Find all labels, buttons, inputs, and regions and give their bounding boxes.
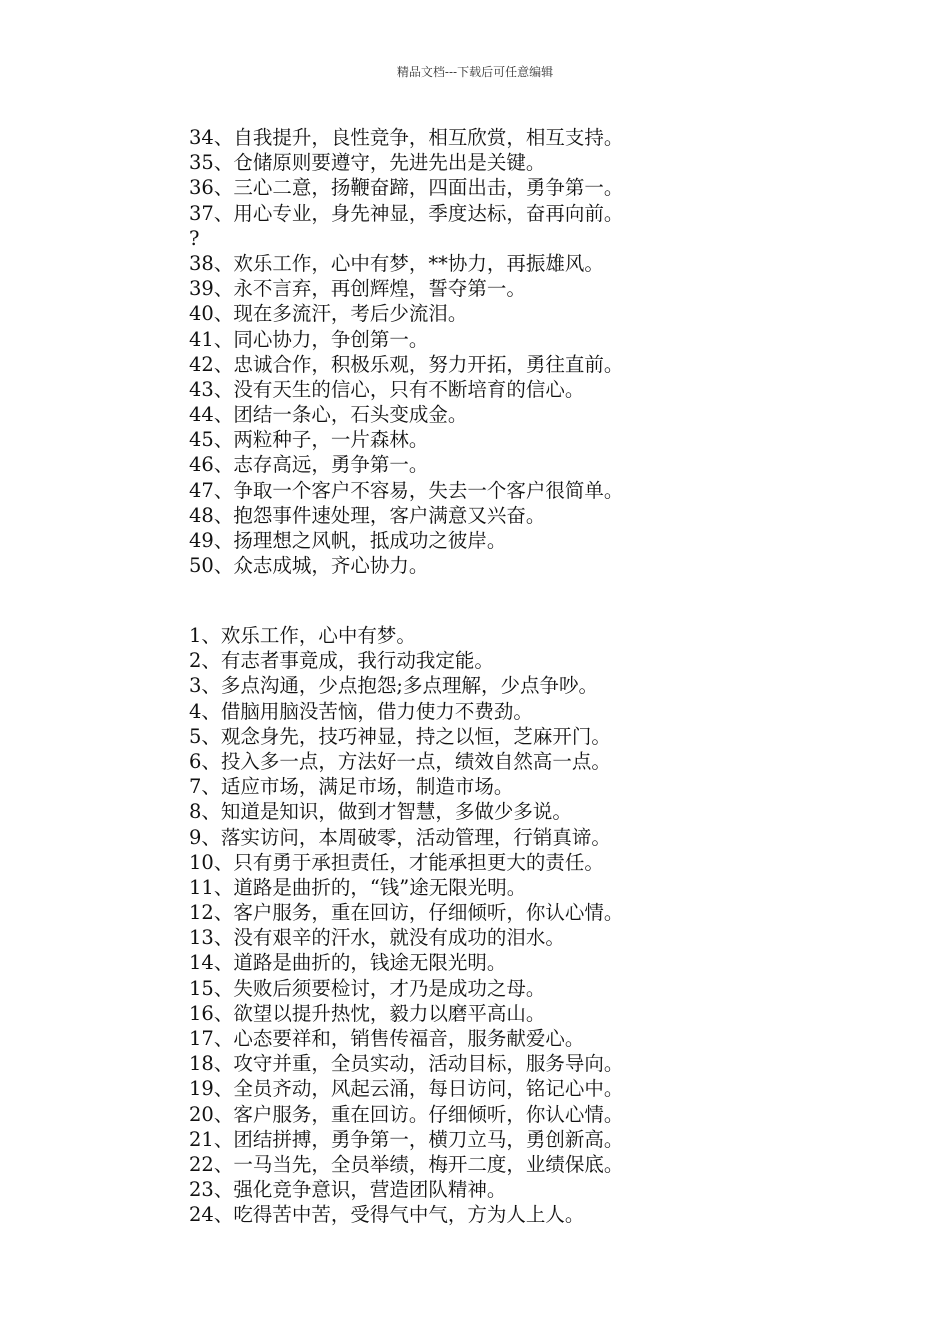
list-item: 22、一马当先，全员举绩，梅开二度，业绩保底。 [189,1152,624,1176]
list-item: 1、欢乐工作，心中有梦。 [189,624,416,647]
list-item: 49、扬理想之风帆，抵成功之彼岸。 [189,529,507,552]
slogan-list-continued [189,125,623,578]
list-item: 10、只有勇于承担责任，才能承担更大的责任。 [189,850,604,874]
list-item: 4、借脑用脑没苦恼，借力使力不费劲。 [189,699,533,723]
list-item: 45、两粒种子，一片森林。 [189,428,429,452]
list-item: 42、忠诚合作，积极乐观，努力开拓，勇往直前。 [189,352,624,376]
list-item: 34、自我提升，良性竞争，相互欣赏，相互支持。 [189,126,624,149]
list-item: 50、众志成城，齐心协力。 [189,554,429,578]
list-item: 12、客户服务，重在回访，仔细倾听，你认心情。 [189,901,624,925]
list-item: 21、团结拼搏，勇争第一，横刀立马，勇创新高。 [189,1127,624,1151]
list-item: 16、欲望以提升热忱，毅力以磨平高山。 [189,1001,546,1025]
list-item: 8、知道是知识，做到才智慧，多做少多说。 [189,800,572,824]
list-item: 46、志存高远，勇争第一。 [189,453,429,477]
list-item: 35、仓储原则要遵守，先进先出是关键。 [189,151,546,175]
list-item: 23、强化竞争意识，营造团队精神。 [189,1178,507,1202]
list-item: 5、观念身先，技巧神显，持之以恒，芝麻开门。 [189,724,611,748]
list-item: 19、全员齐动，风起云涌，每日访问，铭记心中。 [189,1077,624,1101]
list-item: 38、欢乐工作，心中有梦，**协力，再振雄风。 [189,251,604,275]
list-item: 41、同心协力，争创第一。 [189,327,429,351]
slogan-list [189,623,623,1228]
list-item: 15、失败后须要检讨，才乃是成功之母。 [189,976,546,1000]
list-item: 18、攻守并重，全员实动，活动目标，服务导向。 [189,1052,624,1076]
list-item: 2、有志者事竟成，我行动我定能。 [189,649,494,673]
list-item: 40、现在多流汗，考后少流泪。 [189,302,468,326]
list-item: 48、抱怨事件速处理，客户满意又兴奋。 [189,503,546,527]
list-item: 37、用心专业，身先神显，季度达标，奋再向前。 [189,201,624,225]
list-item: 9、落实访问，本周破零，活动管理，行销真谛。 [189,825,611,849]
list-item: 6、投入多一点，方法好一点，绩效自然高一点。 [189,749,611,773]
list-item: 13、没有艰辛的汗水，就没有成功的泪水。 [189,926,565,950]
list-item: 44、团结一条心，石头变成金。 [189,403,468,427]
list-item: 3、多点沟通，少点抱怨;多点理解，少点争吵。 [189,674,598,698]
list-item: 20、客户服务，重在回访。仔细倾听，你认心情。 [189,1102,624,1126]
list-item: 39、永不言弃，再创辉煌，誓夺第一。 [189,277,526,301]
list-item: 36、三心二意，扬鞭奋蹄，四面出击，勇争第一。 [189,176,624,200]
list-item: 43、没有天生的信心，只有不断培育的信心。 [189,377,585,401]
list-item: 7、适应市场，满足市场，制造市场。 [189,775,514,799]
list-item: 24、吃得苦中苦，受得气中气，方为人上人。 [189,1203,585,1227]
list-item: 17、心态要祥和，销售传福音，服务献爱心。 [189,1027,585,1050]
list-item: 14、道路是曲折的，钱途无限光明。 [189,951,507,975]
list-item: 11、道路是曲折的，“钱”途无限光明。 [189,875,527,899]
list-item: ? [189,226,200,250]
list-item: 47、争取一个客户不容易，失去一个客户很简单。 [189,478,624,502]
page-header: 精品文档---下载后可任意编辑 [396,65,554,79]
